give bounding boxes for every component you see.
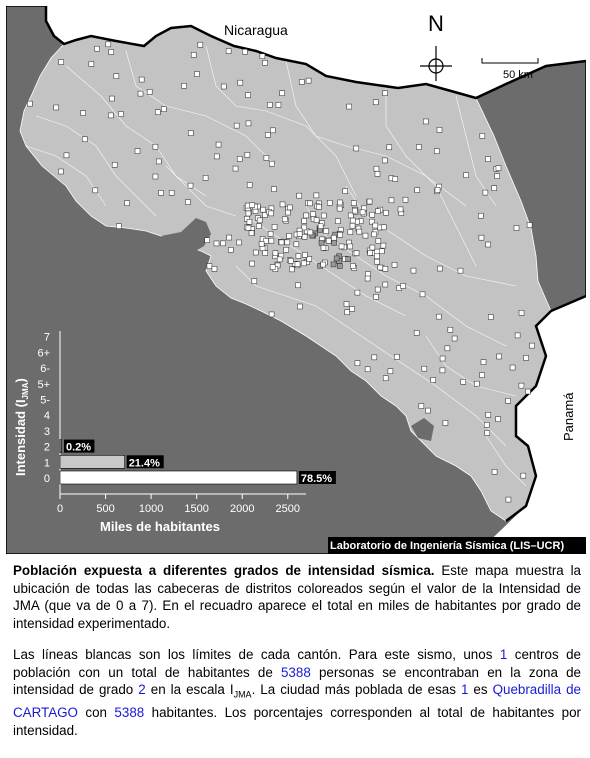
- district-marker: [372, 355, 377, 360]
- district-marker: [304, 213, 309, 218]
- district-marker: [250, 261, 255, 266]
- district-marker: [246, 225, 251, 230]
- district-marker: [403, 197, 408, 202]
- district-marker: [374, 259, 379, 264]
- district-marker: [335, 219, 340, 224]
- district-marker: [260, 54, 265, 59]
- district-marker: [64, 153, 69, 158]
- district-marker: [370, 212, 375, 217]
- district-marker: [112, 162, 117, 167]
- district-marker: [480, 373, 485, 378]
- district-marker: [263, 250, 268, 255]
- district-marker: [506, 497, 511, 502]
- district-marker: [221, 84, 226, 89]
- district-marker: [440, 356, 445, 361]
- district-marker: [434, 149, 439, 154]
- district-marker: [139, 77, 144, 82]
- district-marker: [392, 262, 397, 267]
- district-marker: [425, 408, 430, 413]
- district-marker: [445, 346, 450, 351]
- district-marker: [372, 232, 377, 237]
- district-marker: [506, 398, 511, 403]
- district-marker: [486, 412, 491, 417]
- district-marker: [279, 240, 284, 245]
- district-marker: [376, 238, 381, 243]
- district-marker: [297, 304, 302, 309]
- district-marker: [114, 74, 119, 79]
- district-marker: [394, 354, 399, 359]
- district-marker: [357, 229, 362, 234]
- district-marker: [282, 217, 287, 222]
- district-marker: [378, 265, 383, 270]
- value-label: 21.4%: [128, 457, 160, 470]
- district-marker: [212, 266, 217, 271]
- district-marker: [324, 229, 329, 234]
- district-marker: [379, 249, 384, 254]
- district-marker: [383, 210, 388, 215]
- district-marker: [268, 231, 273, 236]
- district-marker: [496, 166, 501, 171]
- district-marker: [492, 469, 497, 474]
- cities-count: 1: [460, 682, 469, 698]
- district-marker: [530, 343, 535, 348]
- district-marker: [287, 205, 292, 210]
- district-marker: [350, 218, 355, 223]
- chart-x-axis-label: Miles de habitantes: [100, 519, 220, 534]
- district-marker: [287, 233, 292, 238]
- district-marker: [135, 149, 140, 154]
- y-tick-label: 7: [43, 331, 50, 344]
- seismic-intensity-map: [6, 6, 586, 554]
- district-marker: [525, 389, 530, 394]
- y-tick-label: 4: [43, 410, 50, 423]
- district-marker: [296, 253, 301, 258]
- district-marker: [348, 244, 353, 249]
- district-marker: [301, 261, 306, 266]
- district-marker: [263, 60, 268, 65]
- district-marker: [302, 234, 307, 239]
- district-marker: [393, 177, 398, 182]
- district-marker: [271, 187, 276, 192]
- district-marker: [414, 330, 419, 335]
- district-marker: [464, 173, 469, 178]
- district-marker: [155, 110, 160, 115]
- district-marker: [252, 279, 257, 284]
- district-marker: [515, 333, 520, 338]
- district-marker: [355, 290, 360, 295]
- svg-text:Intensidad (IJMA): Intensidad $(I_{JMA})$: [13, 378, 30, 476]
- district-marker: [289, 267, 294, 272]
- district-marker: [316, 204, 321, 209]
- district-marker: [327, 200, 332, 205]
- district-marker: [420, 292, 425, 297]
- district-marker: [264, 155, 269, 160]
- district-marker: [347, 104, 352, 109]
- district-marker: [295, 262, 300, 267]
- district-marker: [484, 422, 489, 427]
- district-marker: [352, 208, 357, 213]
- district-marker: [350, 306, 355, 311]
- district-marker: [277, 257, 282, 262]
- district-marker: [259, 241, 264, 246]
- y-tick-label: 6+: [37, 347, 50, 360]
- x-tick-label: 2500: [275, 503, 301, 515]
- district-marker: [311, 212, 316, 217]
- district-marker: [147, 89, 152, 94]
- district-marker: [302, 225, 307, 230]
- district-marker: [344, 302, 349, 307]
- district-marker: [492, 186, 497, 191]
- district-marker: [375, 287, 380, 292]
- district-marker: [321, 262, 326, 267]
- district-marker: [280, 91, 285, 96]
- district-marker: [510, 365, 515, 370]
- district-marker: [288, 258, 293, 263]
- district-marker: [247, 219, 252, 224]
- district-marker: [205, 238, 210, 243]
- district-marker: [331, 262, 336, 267]
- district-marker: [355, 361, 360, 366]
- district-marker: [527, 223, 532, 228]
- district-marker: [286, 210, 291, 215]
- district-marker: [267, 102, 272, 107]
- y-tick-label: 6-: [40, 363, 50, 376]
- district-marker: [308, 230, 313, 235]
- north-label: N: [428, 11, 444, 36]
- district-marker: [319, 240, 324, 245]
- district-marker: [185, 200, 190, 205]
- district-marker: [285, 240, 290, 245]
- caption-title: Población expuesta a diferentes grados de intensidad sísmica.: [13, 563, 435, 578]
- district-marker: [337, 200, 342, 205]
- district-marker: [108, 113, 113, 118]
- district-marker: [269, 161, 274, 166]
- district-marker: [440, 368, 445, 373]
- y-tick-label: 5+: [37, 378, 50, 391]
- district-marker: [318, 224, 323, 229]
- district-marker: [253, 250, 258, 255]
- district-marker: [250, 203, 255, 208]
- district-marker: [161, 107, 166, 112]
- district-marker: [89, 61, 94, 66]
- district-marker: [354, 146, 359, 151]
- district-marker: [496, 417, 501, 422]
- district-marker: [381, 243, 386, 248]
- district-marker: [416, 144, 421, 149]
- district-marker: [58, 169, 63, 174]
- y-tick-label: 1: [43, 457, 50, 470]
- district-marker: [374, 254, 379, 259]
- city-population: 5388: [114, 705, 145, 721]
- district-marker: [373, 100, 378, 105]
- district-marker: [188, 183, 193, 188]
- district-marker: [332, 240, 337, 245]
- district-marker: [350, 263, 355, 268]
- y-tick-label: 3: [43, 425, 50, 438]
- caption-paragraph-2: Las líneas blancas son los límites de cada cantón. Para este sismo, unos 1 centros de población con un total de habitantes de 5388 personas se encontraban en la zona de intensidad de grado 2 en la escala $I_{JMA}$. La ciudad más poblada de esas 1 es Quebradilla de CARTAGO con 5388 habitantes. Los porcentajes corresponden al total de habitantes por intensidad.: [13, 647, 581, 739]
- centers-count: 1: [499, 647, 508, 662]
- district-marker: [383, 91, 388, 96]
- district-marker: [365, 367, 370, 372]
- district-marker: [387, 145, 392, 150]
- district-marker: [367, 199, 372, 204]
- district-marker: [106, 42, 111, 47]
- district-marker: [479, 235, 484, 240]
- district-marker: [422, 366, 427, 371]
- district-marker: [269, 312, 274, 317]
- district-marker: [495, 174, 500, 179]
- district-marker: [257, 218, 262, 223]
- district-marker: [398, 207, 403, 212]
- district-marker: [247, 183, 252, 188]
- district-marker: [486, 157, 491, 162]
- district-marker: [368, 250, 373, 255]
- district-marker: [214, 241, 219, 246]
- district-marker: [273, 251, 278, 256]
- district-marker: [524, 355, 529, 360]
- value-label: 0.2%: [66, 441, 92, 454]
- district-marker: [321, 245, 326, 250]
- district-marker: [284, 247, 289, 252]
- district-marker: [302, 252, 307, 257]
- district-marker: [82, 137, 87, 142]
- district-marker: [314, 218, 319, 223]
- district-marker: [116, 224, 121, 229]
- district-marker: [383, 376, 388, 381]
- caption-text-1: Este mapa muestra la ubicación de todas las cabeceras de distritos coloreados según el valor de la Intensidad de JMA (que va de 0 a 7). En el recuadro aparece el total en miles de habitantes por grado de intensidad experimentado.: [13, 563, 581, 631]
- district-marker: [411, 268, 416, 273]
- district-marker: [339, 244, 344, 249]
- district-marker: [156, 159, 161, 164]
- district-marker: [299, 79, 304, 84]
- district-marker: [234, 123, 239, 128]
- district-marker: [383, 282, 388, 287]
- district-marker: [198, 42, 203, 47]
- district-marker: [249, 231, 254, 236]
- district-marker: [227, 235, 232, 240]
- x-tick-label: 500: [96, 503, 115, 515]
- district-marker: [443, 420, 448, 425]
- bar: [60, 471, 297, 484]
- district-marker: [382, 158, 387, 163]
- district-marker: [138, 91, 143, 96]
- district-marker: [221, 241, 226, 246]
- district-marker: [354, 251, 359, 256]
- district-marker: [375, 249, 380, 254]
- district-marker: [59, 60, 64, 65]
- district-marker: [182, 83, 187, 88]
- district-marker: [246, 211, 251, 216]
- district-marker: [365, 276, 370, 281]
- district-marker: [109, 49, 114, 54]
- panama-label: Panamá: [561, 392, 576, 441]
- district-marker: [118, 112, 123, 117]
- district-marker: [188, 131, 193, 136]
- district-marker: [481, 360, 486, 365]
- district-marker: [370, 245, 375, 250]
- district-marker: [497, 354, 502, 359]
- city-name: Quebradilla de CARTAGO: [13, 682, 581, 721]
- bar: [60, 440, 62, 453]
- district-marker: [486, 242, 491, 247]
- x-tick-label: 2000: [229, 503, 255, 515]
- district-marker: [297, 193, 302, 198]
- district-marker: [261, 207, 266, 212]
- x-tick-label: 0: [56, 503, 64, 515]
- district-marker: [360, 210, 365, 215]
- district-marker: [348, 230, 353, 235]
- district-marker: [272, 224, 277, 229]
- district-marker: [302, 218, 307, 223]
- district-marker: [54, 105, 59, 110]
- district-marker: [169, 190, 174, 195]
- district-marker: [81, 111, 86, 116]
- district-marker: [488, 315, 493, 320]
- district-marker: [337, 206, 342, 211]
- district-marker: [297, 231, 302, 236]
- district-marker: [245, 152, 250, 157]
- district-marker: [343, 189, 348, 194]
- district-marker: [203, 175, 208, 180]
- district-marker: [461, 379, 466, 384]
- district-marker: [435, 187, 440, 192]
- district-marker: [383, 266, 388, 271]
- district-marker: [401, 283, 406, 288]
- district-marker: [93, 188, 98, 193]
- y-tick-label: 0: [43, 473, 50, 485]
- district-marker: [331, 235, 336, 240]
- intensity-grade: 2: [138, 682, 146, 698]
- district-marker: [415, 188, 420, 193]
- district-marker: [306, 78, 311, 83]
- caption-paragraph-1: [13, 562, 581, 632]
- district-marker: [238, 80, 243, 85]
- district-marker: [474, 381, 479, 386]
- district-marker: [270, 265, 275, 270]
- district-marker: [125, 201, 130, 206]
- district-marker: [419, 404, 424, 409]
- district-marker: [237, 240, 242, 245]
- y-tick-label: 5-: [40, 394, 50, 407]
- district-marker: [458, 268, 463, 273]
- district-marker: [351, 201, 356, 206]
- district-marker: [389, 198, 394, 203]
- district-marker: [109, 96, 114, 101]
- district-marker: [437, 266, 442, 271]
- district-marker: [314, 193, 319, 198]
- district-marker: [448, 327, 453, 332]
- nicaragua-label: Nicaragua: [224, 22, 288, 38]
- district-marker: [153, 144, 158, 149]
- district-marker: [373, 223, 378, 228]
- district-marker: [346, 257, 351, 262]
- district-marker: [269, 238, 274, 243]
- district-marker: [233, 166, 238, 171]
- district-marker: [268, 211, 273, 216]
- district-marker: [242, 49, 247, 54]
- district-marker: [237, 156, 242, 161]
- district-marker: [321, 213, 326, 218]
- district-marker: [519, 310, 524, 315]
- district-marker: [431, 378, 436, 383]
- district-marker: [381, 225, 386, 230]
- district-marker: [480, 133, 485, 138]
- district-marker: [307, 201, 312, 206]
- bar: [60, 455, 125, 468]
- district-marker: [194, 72, 199, 77]
- district-marker: [348, 213, 353, 218]
- district-marker: [228, 247, 233, 252]
- district-marker: [519, 383, 524, 388]
- district-marker: [483, 190, 488, 195]
- district-marker: [423, 119, 428, 124]
- district-marker: [256, 224, 261, 229]
- district-marker: [436, 314, 441, 319]
- district-marker: [437, 127, 442, 132]
- x-tick-label: 1000: [138, 503, 164, 515]
- district-marker: [246, 121, 251, 126]
- credit-label: Laboratorio de Ingeniería Sísmica (LIS–UCR): [330, 540, 565, 552]
- district-marker: [521, 473, 526, 478]
- district-marker: [485, 430, 490, 435]
- district-marker: [388, 369, 393, 374]
- district-marker: [374, 166, 379, 171]
- district-marker: [280, 202, 285, 207]
- district-marker: [270, 128, 275, 133]
- district-marker: [191, 52, 196, 57]
- value-label: 78.5%: [300, 473, 333, 485]
- district-marker: [334, 256, 339, 261]
- district-marker: [159, 190, 164, 195]
- district-marker: [246, 93, 251, 98]
- y-tick-label: 2: [43, 441, 50, 454]
- district-marker: [373, 294, 378, 299]
- district-marker: [27, 101, 32, 106]
- district-marker: [363, 233, 368, 238]
- district-marker: [153, 174, 158, 179]
- district-marker: [514, 225, 519, 230]
- district-marker: [294, 242, 299, 247]
- x-tick-label: 1500: [184, 503, 209, 515]
- district-marker: [452, 336, 457, 341]
- district-marker: [226, 49, 231, 54]
- district-marker: [375, 171, 380, 176]
- district-marker: [95, 46, 100, 51]
- scale-label: 50 km: [503, 69, 533, 81]
- district-marker: [265, 132, 270, 137]
- district-marker: [337, 264, 342, 269]
- district-marker: [345, 310, 350, 315]
- population-count: 5388: [280, 664, 311, 680]
- district-marker: [478, 213, 483, 218]
- district-marker: [276, 102, 281, 107]
- district-marker: [216, 142, 221, 147]
- district-marker: [295, 283, 300, 288]
- district-marker: [376, 209, 381, 214]
- district-marker: [350, 223, 355, 228]
- district-marker: [214, 154, 219, 159]
- district-marker: [326, 238, 331, 243]
- district-marker: [338, 232, 343, 237]
- district-marker: [207, 264, 212, 269]
